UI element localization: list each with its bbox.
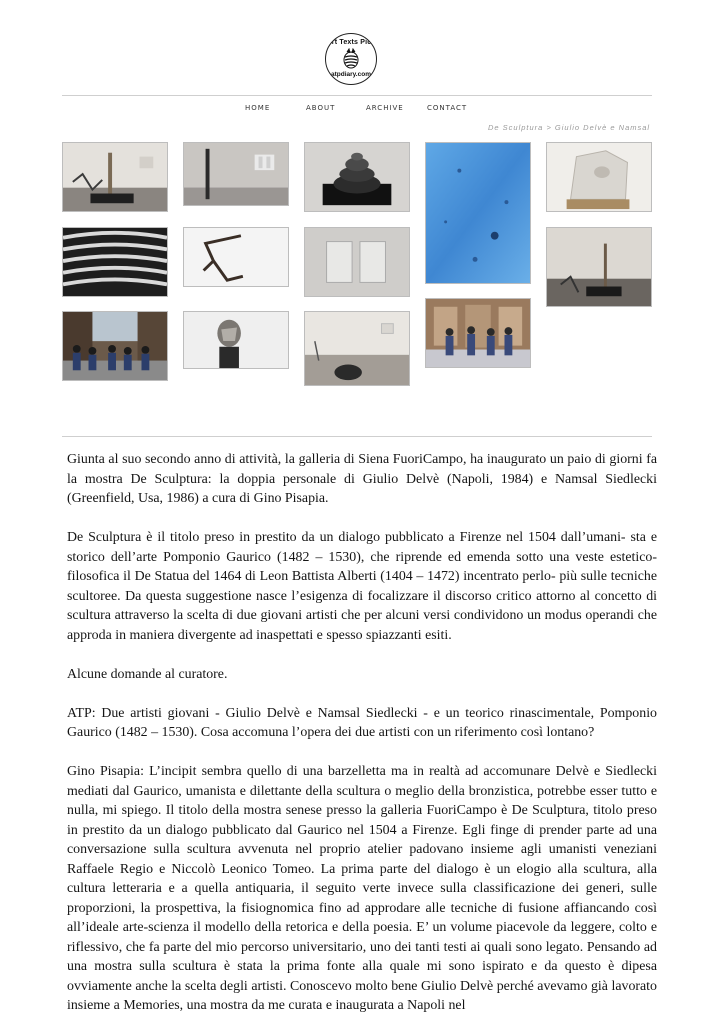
article-paragraph: ATP: Due artisti giovani - Giulio Delvè e Namsal Siedlecki - e un teorico rinascimentale, Pomponio Gaurico (1482 – 1530). Cosa accomuna l’opera dei due artisti con un riferimento così lontano? <box>67 705 657 740</box>
article-paragraph: Alcune domande al curatore. <box>67 666 228 682</box>
gallery-thumb-pole-sculpture[interactable] <box>183 142 289 206</box>
gallery-thumb-head-sculpture[interactable] <box>183 311 289 369</box>
article-paragraph: Giunta al suo secondo anno di attività, la galleria di Siena FuoriCampo, ha inaugurato un paio di giorni fa la mostra De Sculptura: la doppia personale di Giulio Delvè (Napoli, 1984) e Namsal Siedlecki (Greenfield, Usa, 1986) a cura di Gino Pisapia. <box>67 452 657 506</box>
gallery-thumb-sculpture-room[interactable] <box>62 142 168 212</box>
gallery-thumb-stacked-stone[interactable] <box>304 142 410 212</box>
gallery-thumb-blue-canvas[interactable] <box>425 142 531 284</box>
nav-contact[interactable]: CONTACT <box>427 104 468 112</box>
zebra-icon <box>340 48 362 70</box>
logo-bottom-text: atpdiary.com <box>331 71 371 78</box>
gallery-thumb-white-panels[interactable] <box>304 227 410 297</box>
top-divider <box>62 95 652 96</box>
nav-home[interactable]: HOME <box>245 104 271 112</box>
article-body <box>67 450 657 1035</box>
site-logo[interactable] <box>325 33 377 85</box>
gallery-thumb-visitors-interior[interactable] <box>425 298 531 368</box>
article-paragraph: De Sculptura è il titolo preso in prestito da un dialogo pubblicato a Firenze nel 1504 dall’umani- sta e storico dell’arte Pomponio Gaurico (1482 – 1530), che riprende ed emenda sotto una veste estetico-filosofica il De Statua del 1464 di Leon Battista Alberti (1404 – 1472) incentrato perlo- più sulle tecniche scultoree. Da questa suggestione nasce l’esigenza di focalizzare il discorso critico attorno al concetto di scultura attraverso la scelta di due giovani artisti che per alcuni versi condividono un modus operandi che approda in maniera divergente ad inaspettati e spesso spiazzanti esiti. <box>67 530 657 643</box>
gallery-thumb-tire-tread[interactable] <box>62 227 168 297</box>
gallery-divider <box>62 436 652 437</box>
gallery-thumb-crowd-street[interactable] <box>62 311 168 381</box>
nav-about[interactable]: ABOUT <box>306 104 336 112</box>
gallery-thumb-floor-object[interactable] <box>304 311 410 386</box>
gallery-thumb-bent-rod[interactable] <box>183 227 289 287</box>
logo-top-text: Art Texts Pics <box>326 39 376 46</box>
article-paragraph: Gino Pisapia: L’incipit sembra quello di una barzelletta ma in realtà ad accomunare Delvè e Siedlecki mediati dal Gaurico, umanista e dilettante della scultura o meglio della bronzistica, potrebbe esser tutto e nulla, mi spiego. Il titolo della mostra senese presso la galleria FuoriCampo è De Sculptura, titolo preso in prestito da un dialogo pubblicato dal Gaurico nel 1504 a Firenze. Egli finge di prender parte ad una conversazione sulla scultura avvenuta nel proprio atelier padovano insieme agli umanisti veneziani Raffaele Regio e Niccolò Leonico Tomeo. La prima parte del dialogo è un elogio alla scultura, alla cultura letteraria e a quella antiquaria, il seguito verte invece sulla classificazione dei generi, sulle proporzioni, la prospettiva, la fisiognomica fino ad approdare alle tecniche di fusione affiancando così all’ideale arte-scienza il modello della retorica e della poesia. E’ un volume piacevole da leggere, colto e riflessivo, che fa parte del mio percorso universitario, uno dei tanti testi ai quali sono legato. Pensando ad una mostra sulla scultura è stata la prima fonte alla quale mi sono ispirato e da questo è dipesa ovviamente anche la scelta degli artisti. Conoscevo molto bene Giulio Delvè perché avevamo già lavorato insieme a Memories, una mostra da me curata e inaugurata a Napoli nel <box>67 764 657 1013</box>
gallery-thumb-corner-installation[interactable] <box>546 227 652 307</box>
gallery-thumb-marble-block[interactable] <box>546 142 652 212</box>
nav-archive[interactable]: ARCHIVE <box>366 104 404 112</box>
main-nav <box>0 104 725 116</box>
breadcrumb: De Sculptura > Giulio Delvè e Namsal <box>488 123 651 132</box>
